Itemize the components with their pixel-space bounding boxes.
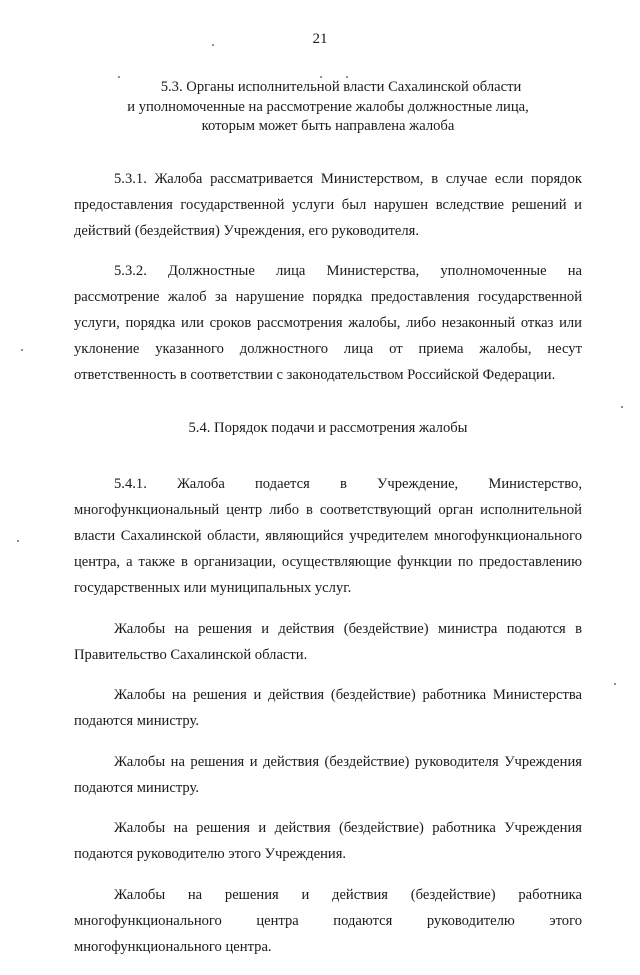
paragraph-complaint-mfc-worker: Жалобы на решения и действия (бездействие) работника многофункционального центра подаются руководителю этого многофункционального центра. [74,887,582,956]
paragraph-complaint-institution-head: Жалобы на решения и действия (бездействие) руководителя Учреждения подаются министру. [74,753,582,796]
page-number: 21 [312,31,328,47]
paragraph-5-3-2: 5.3.2. Должностные лица Министерства, уполномоченные на рассмотрение жалоб за нарушение порядка предоставления государственной услуги, порядка или сроков рассмотрения жалобы, либо незаконный отказ или уклонение указанного должностного лица от приема жалобы, несут ответственность в соответствии с законодательством Российской Федерации. [74,263,582,384]
scan-speck [621,406,623,408]
scan-speck [320,76,322,78]
scan-speck [346,76,348,78]
scan-speck [17,540,19,542]
paragraph-complaint-ministry-worker: Жалобы на решения и действия (бездействие) работника Министерства подаются министру. [74,687,582,730]
paragraph-complaint-minister: Жалобы на решения и действия (бездействие) министра подаются в Правительство Сахалинской области. [74,620,582,663]
heading-line: 5.3. Органы исполнительной власти Сахалинской области [160,79,522,95]
document-body [74,78,582,975]
scan-speck [118,76,120,78]
scan-speck [212,44,214,46]
section-heading-5-3 [74,78,582,137]
scan-speck [614,683,616,685]
paragraph-5-3-1: 5.3.1. Жалоба рассматривается Министерством, в случае если порядок предоставления государственной услуги был нарушен вследствие решений и действий (бездействия) Учреждения, его руководителя. [74,170,582,239]
paragraph-5-4-1: 5.4.1. Жалоба подается в Учреждение, Министерство, многофункциональный центр либо в соответствующий орган исполнительной власти Сахалинской области, являющийся учредителем многофункционального центра, а также в организации, осуществляющие функции по предоставлению государственных или муниципальных услуг. [74,476,582,597]
section-heading-5-4: 5.4. Порядок подачи и рассмотрения жалобы [188,420,468,437]
paragraph-complaint-institution-worker: Жалобы на решения и действия (бездействие) работника Учреждения подаются руководителю этого Учреждения. [74,820,582,863]
scan-speck [21,349,23,351]
heading-line: и уполномоченные на рассмотрение жалобы должностные лица, [127,98,529,115]
heading-line: которым может быть направлена жалоба [201,118,455,134]
